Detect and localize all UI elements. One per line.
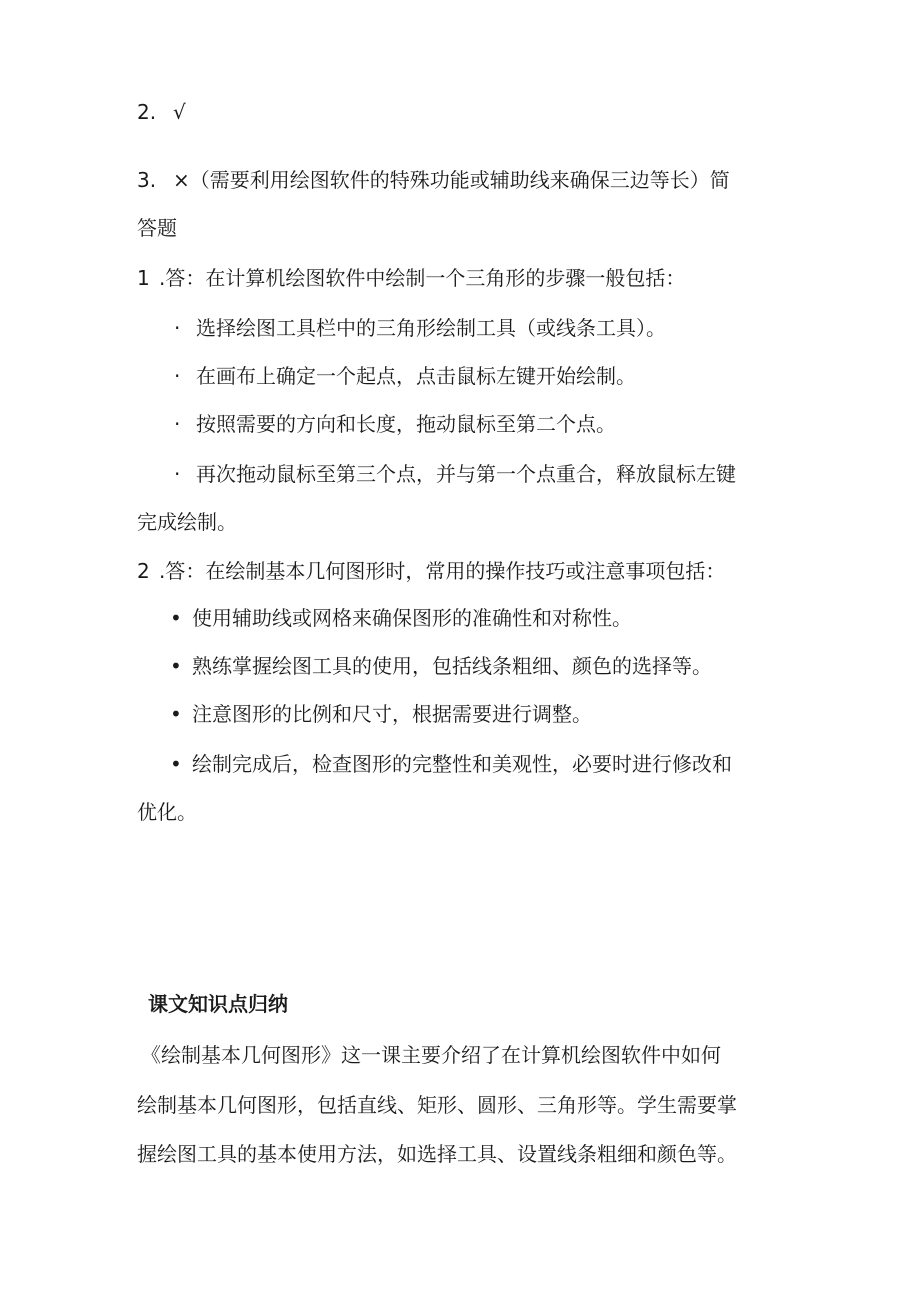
list-item: [174, 362, 636, 390]
step-text: 按照需要的方向和长度，拖动鼠标至第二个点。: [196, 412, 616, 436]
step-text: 再次拖动鼠标至第三个点，并与第一个点重合，释放鼠标左键: [196, 462, 736, 486]
step-text-cont: 完成绘制。: [137, 510, 237, 534]
list-item: [174, 410, 616, 438]
question-number: 1: [137, 266, 150, 290]
bullet: •: [170, 654, 182, 678]
answer-item-3: [137, 166, 730, 194]
tip-text: 绘制完成后，检查图形的完整性和美观性，必要时进行修改和: [192, 752, 732, 776]
summary-line: 《绘制基本几何图形》这一课主要介绍了在计算机绘图软件中如何: [141, 1043, 721, 1067]
answer-text: ×（需要利用绘图软件的特殊功能或辅助线来确保三边等长）简: [173, 168, 730, 192]
bullet: ·: [174, 462, 181, 486]
answer-number: 2.: [137, 100, 157, 124]
question-intro: .答：在计算机绘图软件中绘制一个三角形的步骤一般包括：: [159, 266, 686, 290]
answer-number: 3.: [137, 168, 157, 192]
answer-text-cont: 答题: [137, 216, 177, 240]
question-intro: .答：在绘制基本几何图形时，常用的操作技巧或注意事项包括：: [159, 559, 726, 583]
answer-text: √: [173, 100, 186, 124]
question-1-intro: [137, 264, 685, 292]
question-number: 2: [137, 559, 150, 583]
section-heading: 课文知识点归纳: [148, 992, 288, 1016]
bullet: •: [170, 702, 182, 726]
answer-item-3-cont: [137, 214, 177, 242]
question-2-intro: [137, 557, 725, 585]
step-text: 在画布上确定一个起点，点击鼠标左键开始绘制。: [196, 364, 636, 388]
list-item: [170, 604, 632, 632]
bullet: ·: [174, 364, 181, 388]
summary-line: 绘制基本几何图形，包括直线、矩形、圆形、三角形等。学生需要掌: [137, 1093, 737, 1117]
list-item: [174, 314, 666, 342]
list-item: [170, 652, 712, 680]
tip-text: 使用辅助线或网格来确保图形的准确性和对称性。: [192, 606, 632, 630]
step-text: 选择绘图工具栏中的三角形绘制工具（或线条工具）。: [196, 316, 666, 340]
tip-text-cont: 优化。: [137, 800, 197, 824]
list-item: [174, 460, 736, 488]
list-item-cont: [137, 508, 237, 536]
bullet: •: [170, 752, 182, 776]
list-item: [170, 700, 592, 728]
bullet: ·: [174, 412, 181, 436]
bullet: •: [170, 606, 182, 630]
summary-line: 握绘图工具的基本使用方法，如选择工具、设置线条粗细和颜色等。: [137, 1142, 737, 1166]
answer-item-2: [137, 98, 186, 126]
tip-text: 注意图形的比例和尺寸，根据需要进行调整。: [192, 702, 592, 726]
tip-text: 熟练掌握绘图工具的使用，包括线条粗细、颜色的选择等。: [192, 654, 712, 678]
list-item: [170, 750, 732, 778]
list-item-cont: [137, 798, 197, 826]
bullet: ·: [174, 316, 181, 340]
